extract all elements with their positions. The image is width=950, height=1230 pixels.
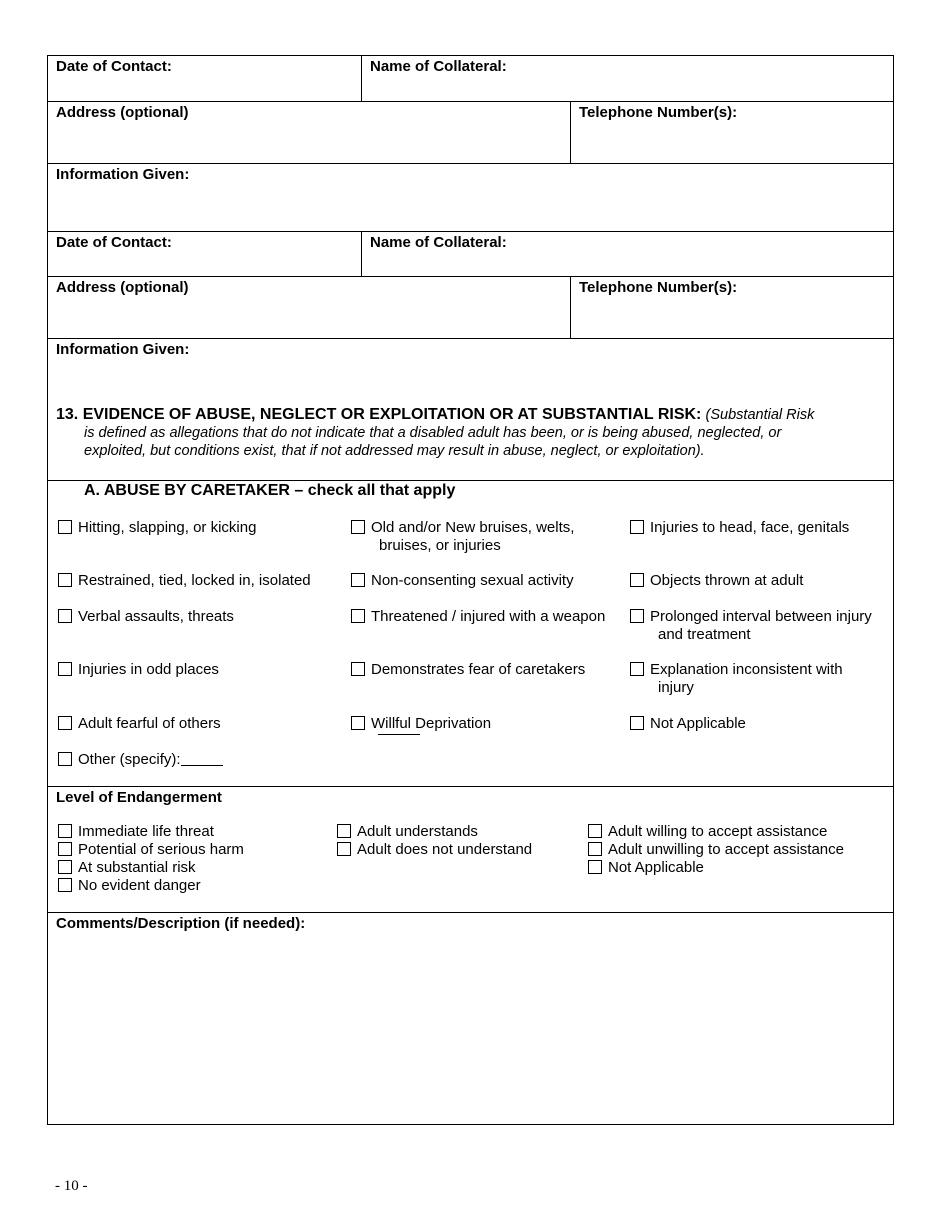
checkbox-icon[interactable] <box>337 842 351 856</box>
checkbox-icon[interactable] <box>588 824 602 838</box>
checkbox-label: Prolonged interval between injury <box>650 608 872 625</box>
name-of-collateral-label: Name of Collateral: <box>370 58 507 75</box>
checkbox-icon[interactable] <box>630 520 644 534</box>
checkbox-odd-places[interactable] <box>58 661 219 679</box>
date-of-contact-label: Date of Contact: <box>56 234 172 251</box>
endangerment-title: Level of Endangerment <box>56 789 222 806</box>
checkbox-icon[interactable] <box>58 573 72 587</box>
checkbox-label: Threatened / injured with a weapon <box>371 608 606 625</box>
checkbox-icon[interactable] <box>58 520 72 534</box>
checkbox-explanation-inconsistent[interactable] <box>630 661 843 697</box>
section-a-title: A. ABUSE BY CARETAKER – check all that apply <box>84 482 456 499</box>
checkbox-adult-willing[interactable] <box>588 823 844 841</box>
checkbox-no-evident-danger[interactable] <box>58 877 244 895</box>
comments-field[interactable] <box>48 913 893 1124</box>
name-of-collateral-field[interactable] <box>361 56 893 101</box>
address-field[interactable] <box>48 102 570 163</box>
checkbox-icon[interactable] <box>630 573 644 587</box>
checkbox-icon[interactable] <box>58 878 72 892</box>
checkbox-sexual-activity[interactable] <box>351 572 574 590</box>
checkbox-icon[interactable] <box>630 716 644 730</box>
checkbox-icon[interactable] <box>588 842 602 856</box>
checkbox-label: Immediate life threat <box>78 823 214 840</box>
checkbox-label: Other (specify): <box>78 751 181 768</box>
endangerment-col-2 <box>337 823 532 859</box>
other-specify-line[interactable] <box>181 751 223 766</box>
checkbox-label: Objects thrown at adult <box>650 572 804 589</box>
section-13-note: (Substantial Risk <box>705 407 815 423</box>
checkbox-immediate-life-threat[interactable] <box>58 823 244 841</box>
section-13-note-line-2: is defined as allegations that do not indicate that a disabled adult has been, or is being abused, neglected, or <box>84 425 782 441</box>
checkbox-label: Explanation inconsistent with <box>650 661 843 678</box>
checkbox-potential-serious-harm[interactable] <box>58 841 244 859</box>
checkbox-icon[interactable] <box>58 716 72 730</box>
page-number: - 10 - <box>55 1178 88 1194</box>
checkbox-label-continued: bruises, or injuries <box>379 537 501 554</box>
section-13-note-line-3: exploited, but conditions exist, that if not addressed may result in abuse, neglect, or exploitation). <box>84 443 705 459</box>
address-field[interactable] <box>48 277 570 338</box>
checkbox-other[interactable] <box>58 751 223 769</box>
name-of-collateral-field[interactable] <box>361 232 893 276</box>
checkbox-label: Not Applicable <box>650 715 746 732</box>
checkbox-label: Non-consenting sexual activity <box>371 572 574 589</box>
checkbox-willful-deprivation[interactable] <box>351 715 491 733</box>
date-of-contact-field[interactable] <box>48 232 361 276</box>
checkbox-icon[interactable] <box>351 716 365 730</box>
checkbox-icon[interactable] <box>58 609 72 623</box>
checkbox-not-applicable[interactable] <box>630 715 746 733</box>
information-given-label: Information Given: <box>56 166 190 183</box>
comments-label: Comments/Description (if needed): <box>56 915 306 932</box>
telephone-field[interactable] <box>570 102 893 163</box>
checkbox-label: Not Applicable <box>608 859 704 876</box>
checkbox-icon[interactable] <box>351 573 365 587</box>
telephone-field[interactable] <box>570 277 893 338</box>
checkbox-label: At substantial risk <box>78 859 196 876</box>
address-label: Address (optional) <box>56 104 189 121</box>
name-of-collateral-label: Name of Collateral: <box>370 234 507 251</box>
checkbox-label: Adult unwilling to accept assistance <box>608 841 844 858</box>
endangerment-col-1 <box>58 823 244 895</box>
checkbox-icon[interactable] <box>58 662 72 676</box>
checkbox-icon[interactable] <box>58 860 72 874</box>
collateral-form <box>47 55 894 1125</box>
checkbox-icon[interactable] <box>58 842 72 856</box>
checkbox-adult-unwilling[interactable] <box>588 841 844 859</box>
checkbox-icon[interactable] <box>337 824 351 838</box>
endangerment-col-3 <box>588 823 844 877</box>
checkbox-objects-thrown[interactable] <box>630 572 803 590</box>
checkbox-label-continued: injury <box>658 679 694 696</box>
checkbox-hitting[interactable] <box>58 519 256 537</box>
information-given-field[interactable] <box>48 339 893 404</box>
date-of-contact-field[interactable] <box>48 56 361 101</box>
section-13-heading: 13. EVIDENCE OF ABUSE, NEGLECT OR EXPLOITATION OR AT SUBSTANTIAL RISK: <box>56 406 702 423</box>
checkbox-restrained[interactable] <box>58 572 311 590</box>
checkbox-label: Verbal assaults, threats <box>78 608 234 625</box>
section-13 <box>48 404 893 481</box>
checkbox-icon[interactable] <box>58 752 72 766</box>
checkbox-label: No evident danger <box>78 877 201 894</box>
checkbox-icon[interactable] <box>351 520 365 534</box>
checkbox-label: Restrained, tied, locked in, isolated <box>78 572 311 589</box>
checkbox-verbal-assaults[interactable] <box>58 608 234 626</box>
checkbox-label: Injuries in odd places <box>78 661 219 678</box>
checkbox-bruises[interactable] <box>351 519 574 555</box>
checkbox-icon[interactable] <box>630 609 644 623</box>
checkbox-substantial-risk[interactable] <box>58 859 244 877</box>
contact-2-row-2 <box>48 277 893 339</box>
telephone-label: Telephone Number(s): <box>579 104 738 121</box>
contact-1-row-1 <box>48 56 893 102</box>
checkbox-weapon[interactable] <box>351 608 605 626</box>
checkbox-label-continued: and treatment <box>658 626 751 643</box>
checkbox-icon[interactable] <box>58 824 72 838</box>
checkbox-label: Adult understands <box>357 823 478 840</box>
contact-2-row-1 <box>48 232 893 277</box>
checkbox-label: Demonstrates fear of caretakers <box>371 661 586 678</box>
date-of-contact-label: Date of Contact: <box>56 58 172 75</box>
information-given-label: Information Given: <box>56 341 190 358</box>
checkbox-label: Willful Deprivation <box>371 715 492 732</box>
checkbox-label: Old and/or New bruises, welts, <box>371 519 575 536</box>
address-label: Address (optional) <box>56 279 189 296</box>
checkbox-fear-of-caretakers[interactable] <box>351 661 585 679</box>
checkbox-label: Potential of serious harm <box>78 841 244 858</box>
checkbox-injuries-head[interactable] <box>630 519 849 537</box>
checkbox-label: Adult willing to accept assistance <box>608 823 828 840</box>
checkbox-adult-understands[interactable] <box>337 823 532 841</box>
contact-1-row-2 <box>48 102 893 164</box>
checkbox-adult-does-not-understand[interactable] <box>337 841 532 859</box>
checkbox-icon[interactable] <box>351 609 365 623</box>
checkbox-label: Injuries to head, face, genitals <box>650 519 850 536</box>
checkbox-icon[interactable] <box>351 662 365 676</box>
checkbox-fearful-of-others[interactable] <box>58 715 221 733</box>
checkbox-endangerment-not-applicable[interactable] <box>588 859 844 877</box>
level-of-endangerment <box>48 787 893 913</box>
checkbox-icon[interactable] <box>588 860 602 874</box>
telephone-label: Telephone Number(s): <box>579 279 738 296</box>
checkbox-label: Adult fearful of others <box>78 715 221 732</box>
section-a <box>48 481 893 787</box>
deprivation-specify-line[interactable] <box>378 734 420 735</box>
checkbox-label: Hitting, slapping, or kicking <box>78 519 257 536</box>
information-given-field[interactable] <box>48 164 893 232</box>
checkbox-icon[interactable] <box>630 662 644 676</box>
checkbox-label: Adult does not understand <box>357 841 533 858</box>
checkbox-prolonged-interval[interactable] <box>630 608 872 644</box>
